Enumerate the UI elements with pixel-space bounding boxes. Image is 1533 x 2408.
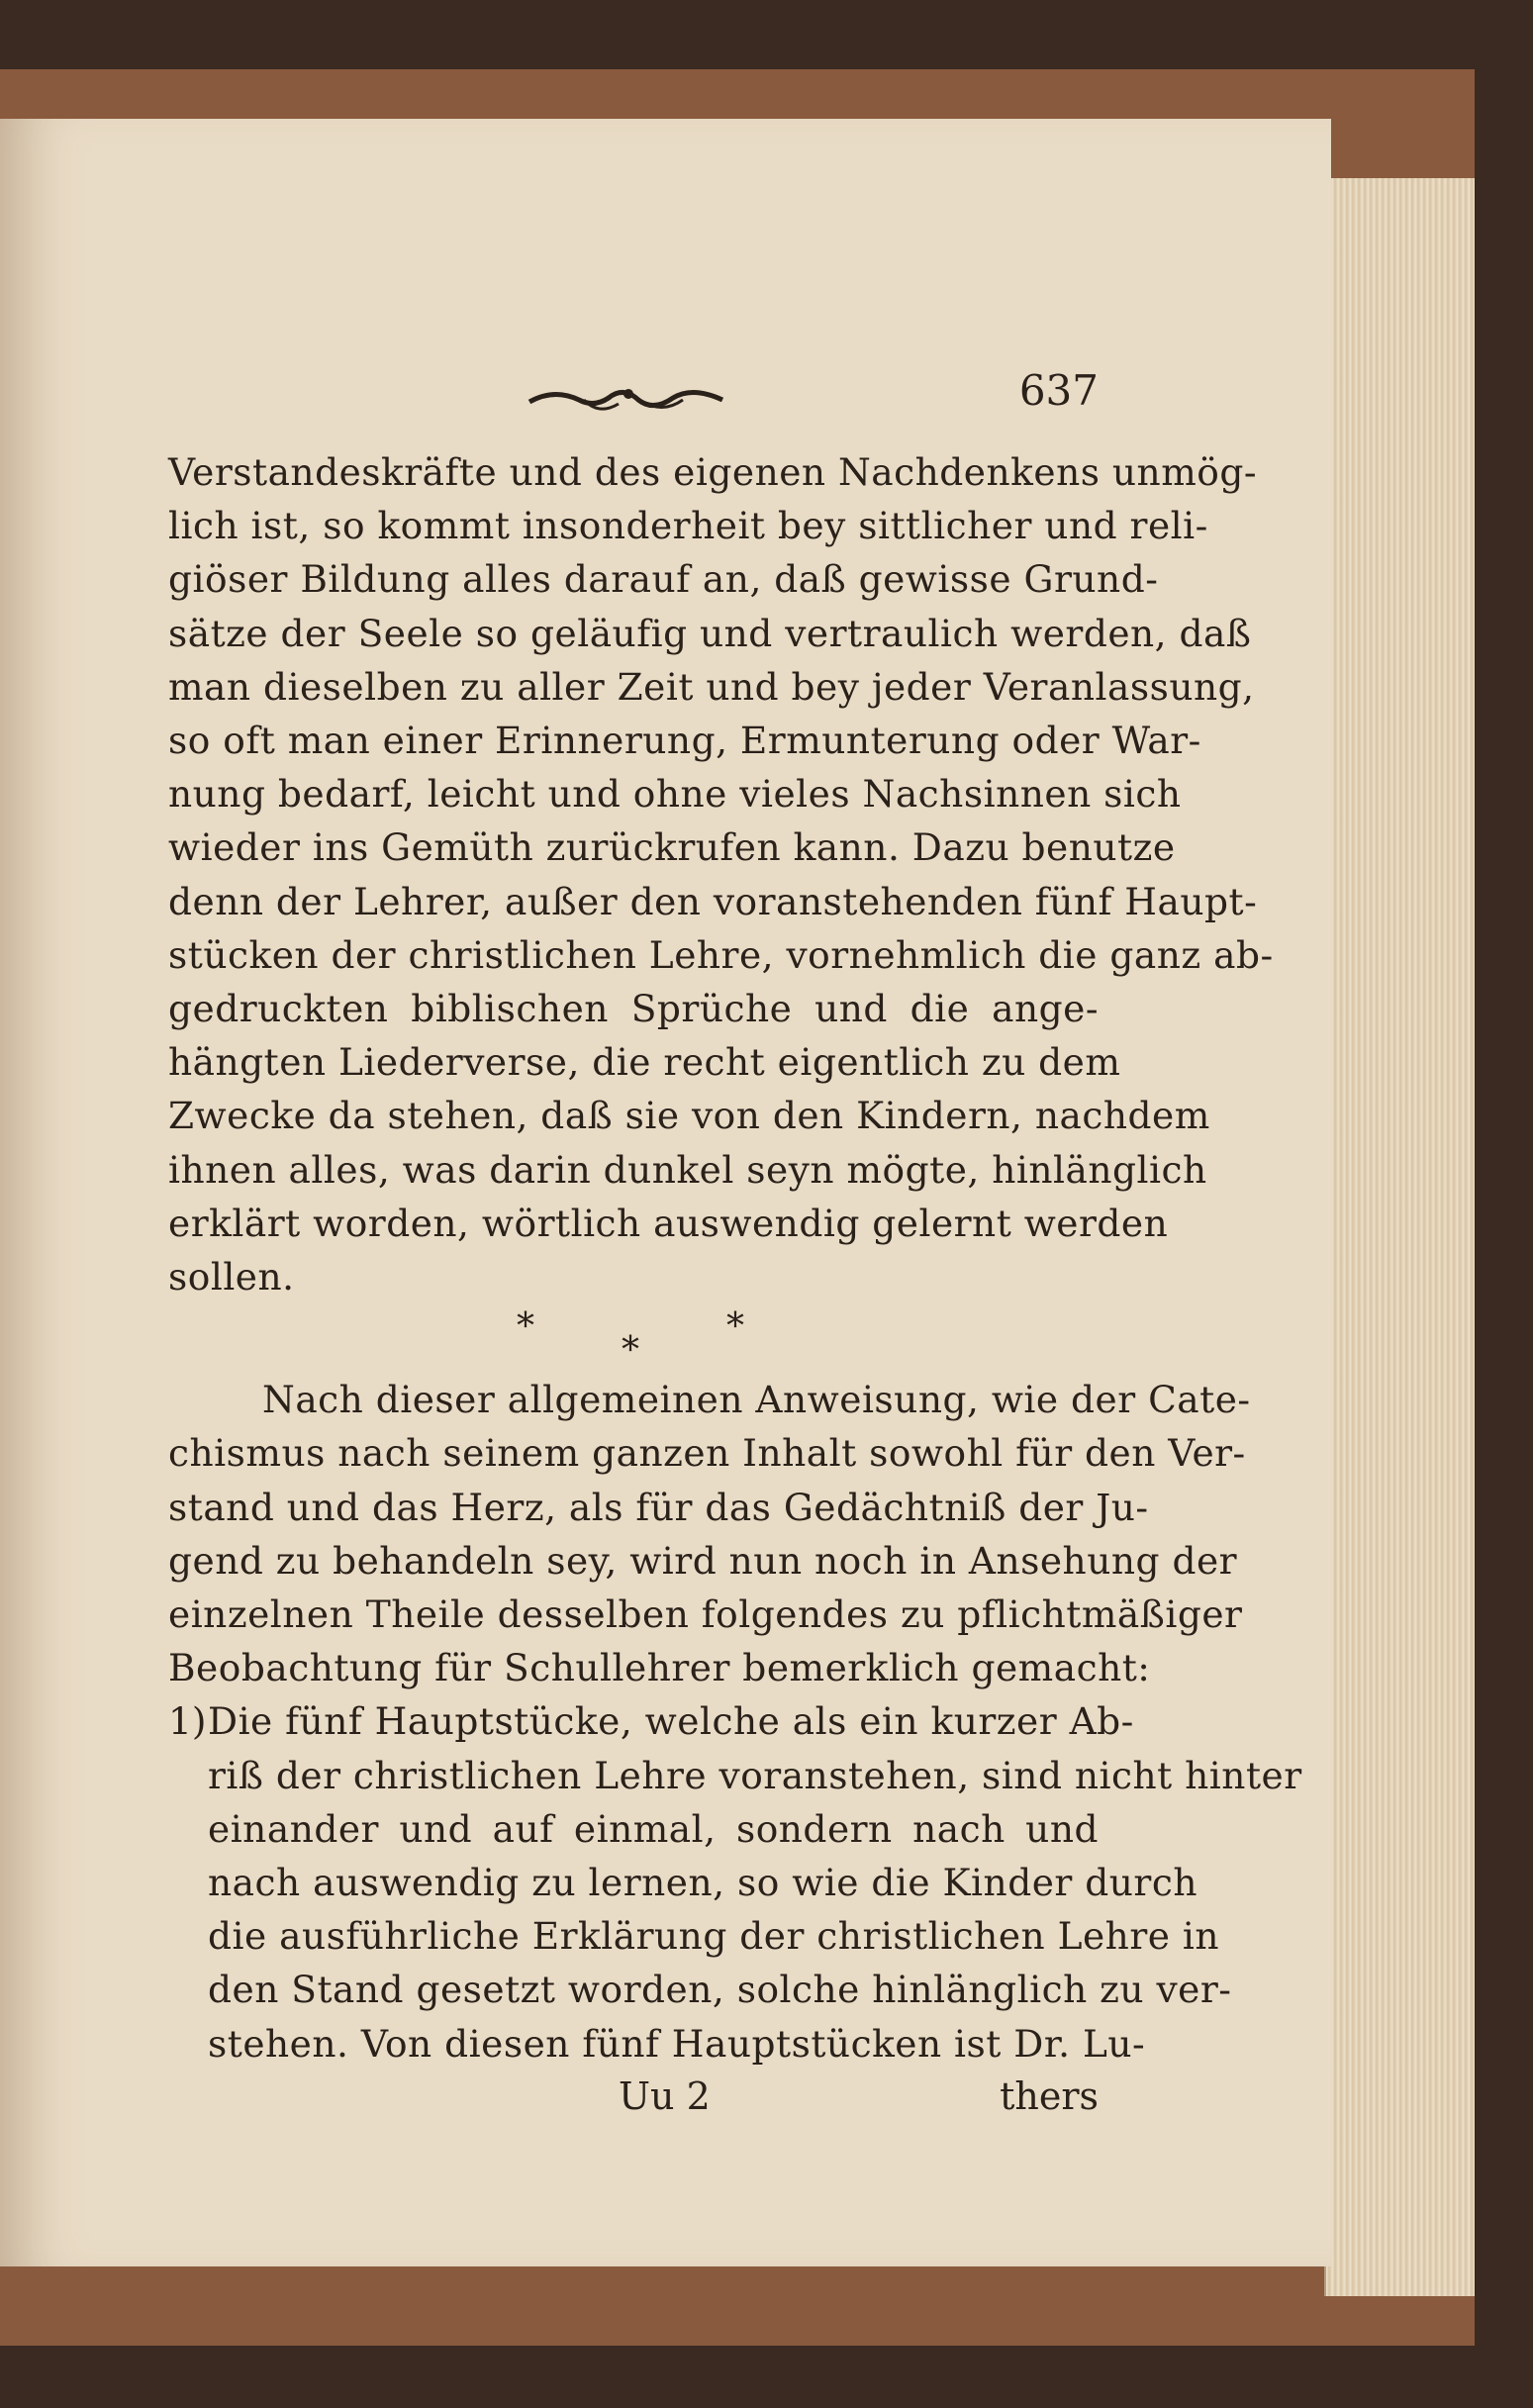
text-line: wieder ins Gemüth zurückrufen kann. Dazu benutze [168,825,1176,870]
text-line: hängten Liederverse, die recht eigentlich zu dem [168,1040,1121,1085]
text-line: den Stand gesetzt worden, solche hinlänglich zu ver- [208,1968,1232,2012]
page-edges [1324,178,1475,2296]
text-line: ihnen alles, was darin dunkel seyn mögte, hinlänglich [168,1147,1207,1192]
text-line: sätze der Seele so geläufig und vertraulich werden, daß [168,611,1252,655]
page-number: 637 [1018,366,1099,415]
text-line: Nach dieser allgemeinen Anweisung, wie der Cate- [262,1378,1251,1422]
text-line: Die fünf Hauptstücke, welche als ein kurzer Ab- [208,1699,1134,1744]
text-line: nach auswendig zu lernen, so wie die Kinder durch [208,1861,1198,1905]
asterisk: * [622,1330,639,1372]
page-content [168,366,1302,2134]
asterisk: * [517,1306,534,1348]
fleuron-ornament-icon [525,380,732,420]
text-line: Verstandeskräfte und des eigenen Nachdenkens unmög- [168,450,1257,494]
numbered-item-1 [168,1694,1302,2070]
item-number: 1) [168,1699,207,1744]
text-line: die ausführliche Erklärung der christlichen Lehre in [208,1914,1220,1959]
book-page [0,119,1331,2266]
text-line: einzelnen Theile desselben folgendes zu pflichtmäßiger [168,1592,1243,1637]
text-line: so oft man einer Erinnerung, Ermunterung oder War- [168,719,1201,763]
asterisk: * [726,1306,744,1348]
asterism-separator [168,1303,1099,1373]
page-footer [168,2074,1099,2134]
signature-mark: Uu 2 [619,2073,711,2118]
text-line: stehen. Von diesen fünf Hauptstücken ist Dr. Lu- [208,2021,1146,2066]
text-line: stand und das Herz, als für das Gedächtniß der Ju- [168,1485,1149,1529]
text-line: Zwecke da stehen, daß sie von den Kindern, nachdem [168,1094,1210,1138]
text-line: man dieselben zu aller Zeit und bey jeder Veranlassung, [168,664,1255,709]
text-line: einander und auf einmal, sondern nach und [208,1806,1099,1851]
paragraph-2 [168,1373,1251,1694]
text-line: riß der christlichen Lehre voranstehen, sind nicht hinter [208,1753,1302,1797]
text-line: stücken der christlichen Lehre, vornehmlich die ganz ab- [168,932,1274,977]
catchword: thers [1000,2073,1099,2118]
page-header [168,366,1099,445]
text-line: gedruckten biblischen Sprüche und die ange- [168,987,1099,1031]
text-line: nung bedarf, leicht und ohne vieles Nachsinnen sich [168,772,1182,817]
text-line: chismus nach seinem ganzen Inhalt sowohl für den Ver- [168,1431,1246,1476]
text-line: lich ist, so kommt insonderheit bey sittlicher und reli- [168,504,1208,548]
text-line: sollen. [168,1255,295,1300]
text-line: denn der Lehrer, außer den voranstehenden fünf Haupt- [168,879,1258,923]
text-line: giöser Bildung alles darauf an, daß gewisse Grund- [168,557,1159,602]
paragraph-1 [168,445,1274,1303]
text-line: erklärt worden, wörtlich auswendig gelernt werden [168,1201,1169,1245]
text-line: gend zu behandeln sey, wird nun noch in Ansehung der [168,1538,1238,1583]
text-line: Beobachtung für Schullehrer bemerklich gemacht: [168,1646,1151,1690]
